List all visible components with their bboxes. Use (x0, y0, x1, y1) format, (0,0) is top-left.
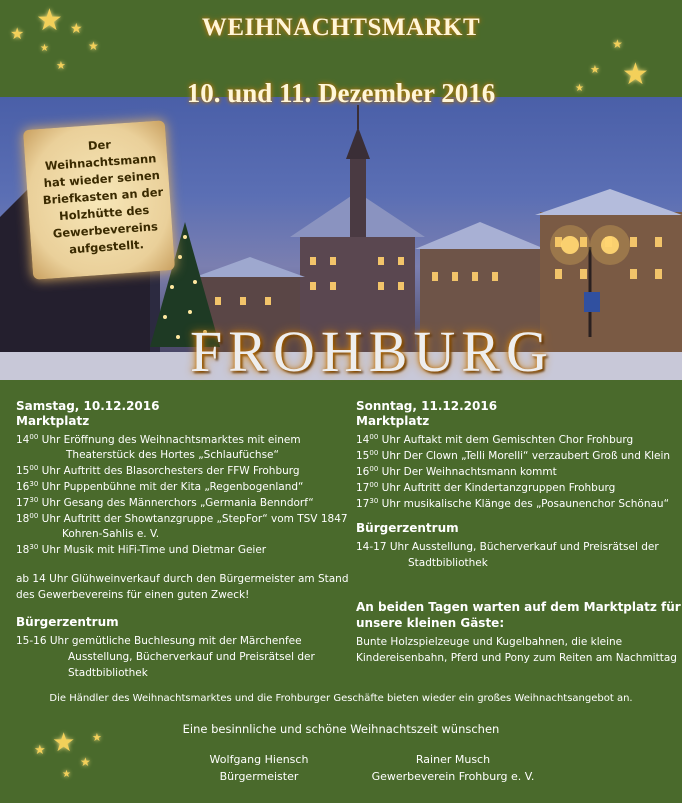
signer-role: Bürgermeister (219, 770, 299, 783)
saturday-center-line: Ausstellung, Bücherverkauf und Preisrätsel der (68, 651, 315, 663)
event-row: Theaterstück des Hortes „Schlaufüchse“ (66, 449, 279, 461)
footer-wish: Eine besinnliche und schöne Weihnachtszeit wünschen (182, 722, 500, 736)
scroll-note-line: hat wieder seinen (43, 168, 161, 191)
star-icon: ★ (52, 728, 76, 758)
signer-name: Rainer Musch (415, 753, 491, 766)
saturday-center-line: 15-16 Uhr gemütliche Buchlesung mit der Märchenfee (16, 635, 302, 647)
star-icon: ★ (612, 37, 623, 51)
star-icon: ★ (80, 755, 91, 769)
scroll-note-line: Briefkasten an der (42, 184, 164, 208)
guests-line: Bunte Holzspielzeuge und Kugelbahnen, die kleine (356, 636, 623, 648)
event-row: $14^{00}$ Uhr Auftakt mit dem Gemischten Chor Frohburg (356, 433, 634, 446)
page-title: WEIHNACHTSMARKT (201, 14, 481, 41)
scroll-note-line: Holzhütte des (58, 202, 150, 224)
gluehwein-note: ab 14 Uhr Glühweinverkauf durch den Bürgermeister am Stand (16, 573, 349, 585)
saturday-center-line: Stadtbibliothek (68, 667, 148, 679)
scroll-note-line: Weihnachtsmann (44, 151, 157, 173)
sunday-venue: Marktplatz (356, 414, 430, 428)
signer-role: Gewerbeverein Frohburg e. V. (371, 770, 535, 783)
sunday-center-line: Stadtbibliothek (408, 557, 488, 569)
saturday-center-heading: Bürgerzentrum (16, 615, 119, 629)
event-row: Kohren-Sahlis e. V. (62, 528, 160, 540)
scroll-note-line: Gewerbevereins (52, 219, 159, 241)
guests-heading: unsere kleinen Gäste: (356, 616, 505, 630)
event-row: $17^{00}$ Uhr Auftritt der Kindertanzgruppen Frohburg (356, 481, 616, 494)
scroll-note-line: Der (87, 137, 112, 153)
event-row: $14^{00}$ Uhr Eröffnung des Weihnachtsmarktes mit einem (16, 433, 301, 446)
star-icon: ★ (590, 63, 600, 76)
scroll-note-line: aufgestellt. (68, 237, 145, 257)
star-icon: ★ (10, 24, 25, 43)
footer-note: Die Händler des Weihnachtsmarktes und die Frohburger Geschäfte bieten wieder ein großes Weihnachtsangebot an. (49, 693, 633, 704)
guests-line: Kindereisenbahn, Pferd und Pony zum Reiten am Nachmittag (356, 652, 677, 664)
star-icon: ★ (622, 57, 649, 92)
star-icon: ★ (62, 769, 71, 780)
star-icon: ★ (36, 3, 63, 38)
sunday-heading: Sonntag, 11.12.2016 (356, 399, 498, 413)
star-icon: ★ (34, 743, 46, 758)
town-name: FROHBURG (190, 319, 554, 384)
sunday-center-heading: Bürgerzentrum (356, 521, 459, 535)
guests-heading: An beiden Tagen warten auf dem Marktplatz für (356, 600, 681, 614)
event-row: $16^{00}$ Uhr Der Weihnachtsmann kommt (356, 465, 557, 478)
event-row: $16^{30}$ Uhr Puppenbühne mit der Kita „Regenbogenland“ (16, 480, 304, 493)
event-row: $18^{00}$ Uhr Auftritt der Showtanzgruppe „StepFor“ vom TSV 1847 (16, 512, 348, 525)
sunday-center-line: 14-17 Uhr Ausstellung, Bücherverkauf und Preisrätsel der (356, 541, 659, 553)
event-row: $17^{30}$ Uhr Gesang des Männerchors „Germania Benndorf“ (16, 496, 314, 509)
star-icon: ★ (70, 21, 83, 37)
event-date: 10. und 11. Dezember 2016 (186, 78, 496, 108)
event-row: $17^{30}$ Uhr musikalische Klänge des „Posaunenchor Schönau“ (356, 497, 670, 510)
gluehwein-note: des Gewerbevereins für einen guten Zweck! (16, 589, 250, 601)
star-icon: ★ (40, 43, 49, 54)
saturday-heading: Samstag, 10.12.2016 (16, 399, 160, 413)
event-row: $15^{00}$ Uhr Der Clown „Telli Morelli“ verzaubert Groß und Klein (356, 449, 671, 462)
saturday-venue: Marktplatz (16, 414, 90, 428)
star-icon: ★ (56, 59, 66, 72)
signer-name: Wolfgang Hiensch (209, 753, 309, 766)
scroll-note (34, 133, 172, 261)
event-row: $15^{00}$ Uhr Auftritt des Blasorchesters der FFW Frohburg (16, 464, 300, 477)
star-icon: ★ (575, 83, 584, 94)
star-icon: ★ (88, 39, 99, 53)
star-icon: ★ (92, 731, 102, 744)
event-row: $18^{30}$ Uhr Musik mit HiFi-Time und Dietmar Geier (16, 543, 267, 556)
